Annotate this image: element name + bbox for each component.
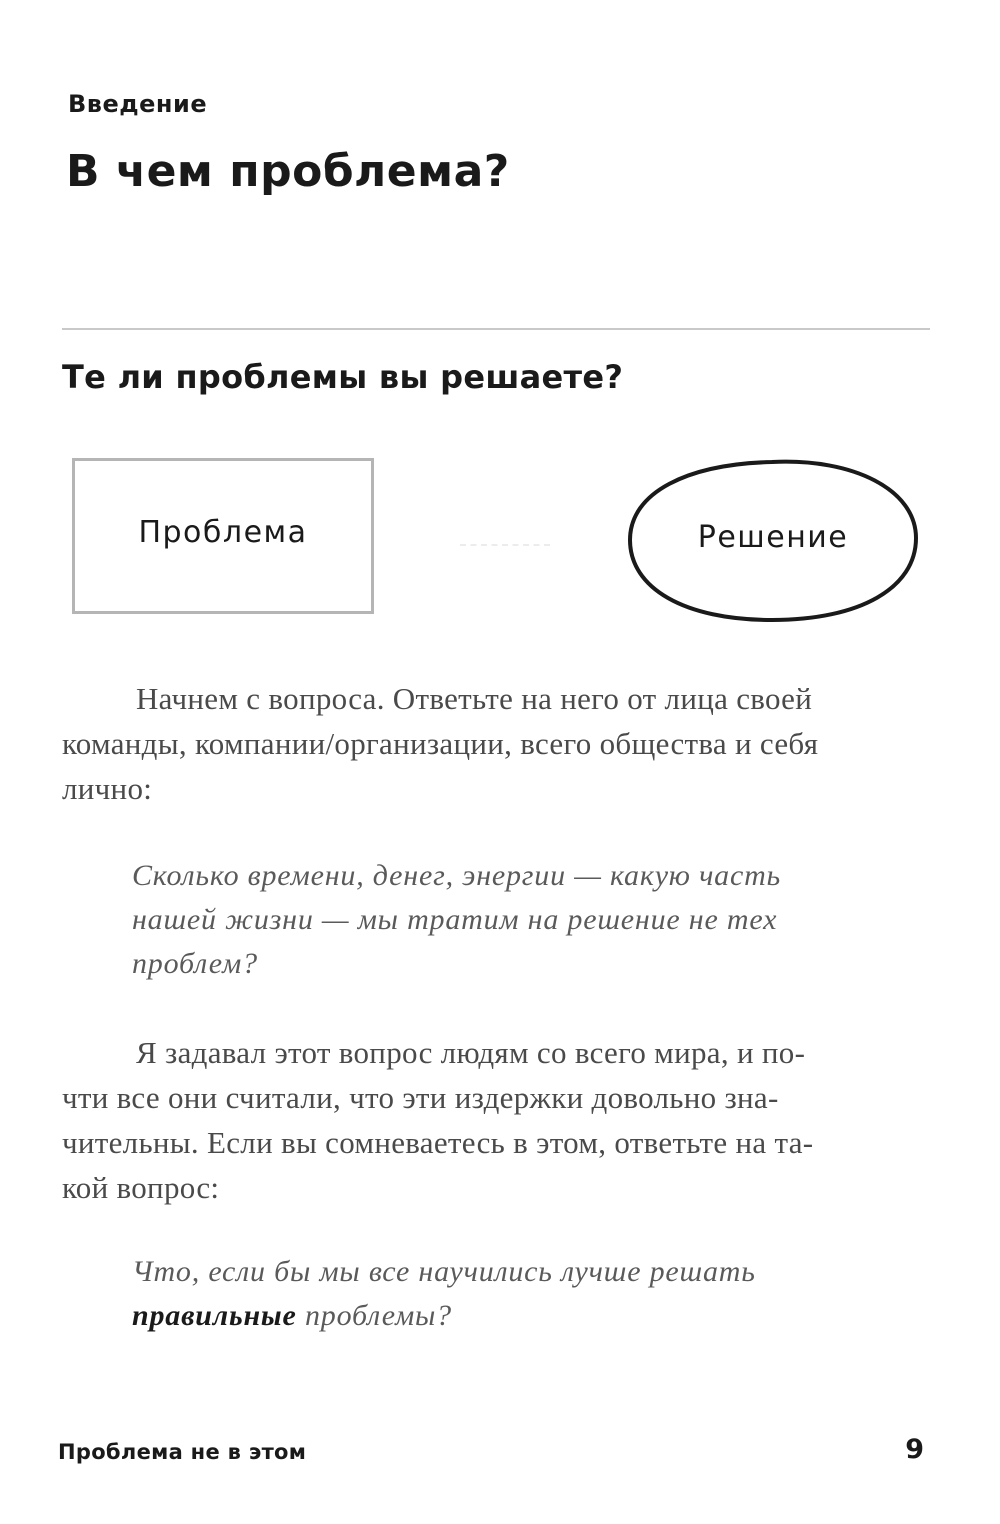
emphasis-word: правильные [132,1299,297,1332]
quote-rest: проблемы? [296,1299,452,1332]
chapter-label: Введение [68,90,208,118]
quote-line [132,1294,756,1338]
section-title: Те ли проблемы вы решаете? [62,358,624,396]
problem-label: Проблема [138,514,308,550]
quote-what-if [132,1250,756,1338]
paragraph-line: лично: [62,771,153,806]
page-number: 9 [905,1434,924,1465]
quote-question [132,854,781,986]
paragraph-line: Я задавал этот вопрос людям со всего мира, и по- [136,1035,806,1070]
quote-line: Что, если бы мы все научились лучше решать [132,1255,756,1288]
paragraph-line: чительны. Если вы сомневаетесь в этом, ответьте на та- [62,1125,814,1160]
paragraph-line: команды, компании/организации, всего общества и себя [62,726,819,761]
section-divider [62,328,930,330]
quote-line: Сколько времени, денег, энергии — какую часть [132,859,782,892]
paragraph-followup [62,1030,813,1210]
solution-label: Решение [697,520,849,555]
paragraph-line: Начнем с вопроса. Ответьте на него от лица своей [136,681,813,716]
paragraph-line: чти все они считали, что эти издержки довольно зна- [62,1080,779,1115]
chapter-title: В чем проблема? [66,146,510,197]
diagram-connector [460,544,550,546]
problem-box [72,458,374,614]
quote-line: проблем? [132,947,258,980]
quote-line: нашей жизни — мы тратим на решение не тех [132,903,778,936]
running-footer-title: Проблема не в этом [58,1440,307,1464]
paragraph-line: кой вопрос: [62,1170,220,1205]
paragraph-intro [62,676,818,811]
